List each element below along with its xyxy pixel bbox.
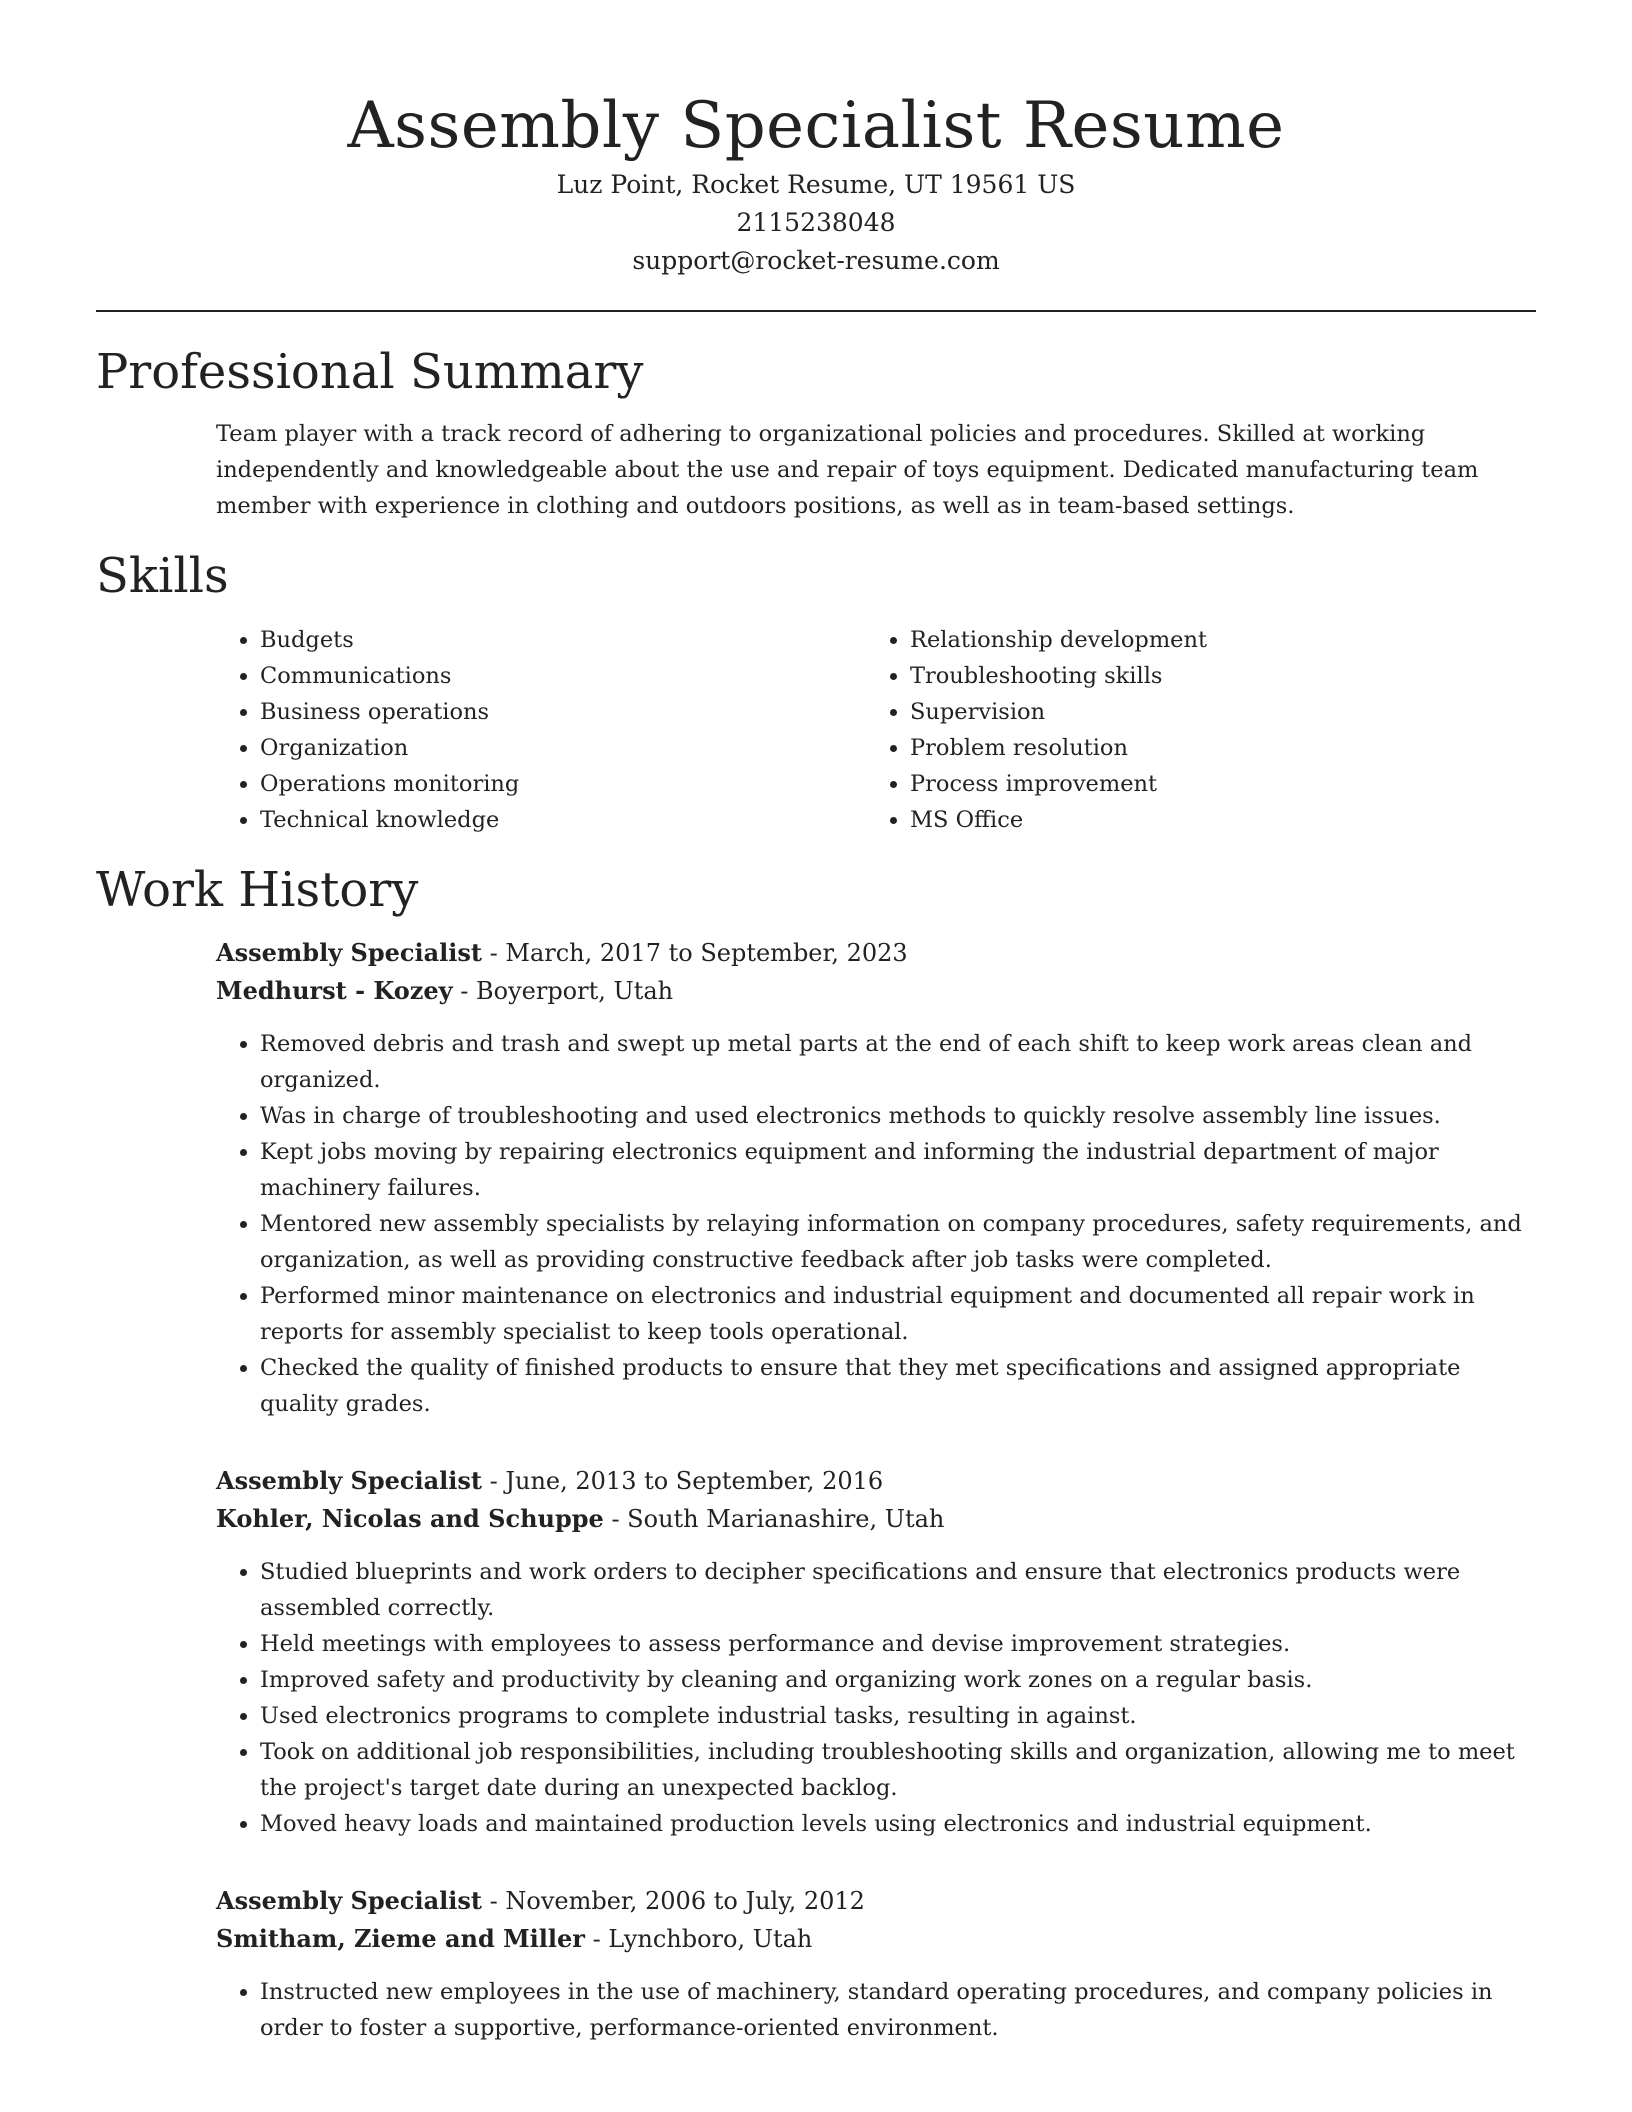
job-bullet: • Instructed new employees in the use of machinery, standard operating procedures, and company policies in order to foster a supportive, performance-oriented environment. bbox=[260, 1974, 1538, 2046]
job-title-line bbox=[216, 934, 1536, 972]
contact-phone: 2115238048 bbox=[736, 208, 896, 237]
skills-list-right bbox=[866, 622, 1516, 838]
work-history-heading: Work History bbox=[96, 862, 419, 918]
job-title: Assembly Specialist bbox=[216, 1886, 483, 1915]
job-company: Smitham, Zieme and Miller bbox=[216, 1924, 585, 1953]
skill-item: • Operations monitoring bbox=[260, 766, 866, 802]
skill-item: • Relationship development bbox=[910, 622, 1516, 658]
job-bullets bbox=[216, 1554, 1538, 1842]
resume-title: Assembly Specialist Resume bbox=[347, 89, 1285, 163]
job-location: - Boyerport, Utah bbox=[452, 977, 674, 1005]
skill-item: • MS Office bbox=[910, 802, 1516, 838]
skills-section bbox=[96, 546, 1536, 838]
skill-item: • Organization bbox=[260, 730, 866, 766]
skill-item: • Technical knowledge bbox=[260, 802, 866, 838]
job-bullet: • Performed minor maintenance on electronics and industrial equipment and documented all repair work in reports for assembly specialist to keep tools operational. bbox=[260, 1278, 1538, 1350]
resume-header bbox=[96, 0, 1536, 280]
job-bullet: • Kept jobs moving by repairing electronics equipment and informing the industrial department of major machinery failures. bbox=[260, 1134, 1538, 1206]
job-bullet: • Mentored new assembly specialists by relaying information on company procedures, safety requirements, and organization, as well as providing constructive feedback after job tasks were completed. bbox=[260, 1206, 1538, 1278]
job-bullets bbox=[216, 1974, 1538, 2046]
skill-item: • Budgets bbox=[260, 622, 866, 658]
contact-address: Luz Point, Rocket Resume, UT 19561 US bbox=[556, 170, 1076, 199]
job-company-line bbox=[216, 1920, 1536, 1958]
job-title-line bbox=[216, 1882, 1536, 1920]
job-company: Medhurst - Kozey bbox=[216, 976, 453, 1005]
job-title: Assembly Specialist bbox=[216, 1466, 483, 1495]
job-entry bbox=[216, 1882, 1536, 2046]
contact-email: support@rocket-resume.com bbox=[632, 246, 1000, 275]
job-bullet: • Held meetings with employees to assess performance and devise improvement strategies. bbox=[260, 1626, 1538, 1662]
job-bullet: • Was in charge of troubleshooting and used electronics methods to quickly resolve assembly line issues. bbox=[260, 1098, 1538, 1134]
job-dates: - June, 2013 to September, 2016 bbox=[482, 1467, 884, 1495]
skills-list-left bbox=[216, 622, 866, 838]
work-history-section bbox=[96, 860, 1536, 2046]
skill-item: • Troubleshooting skills bbox=[910, 658, 1516, 694]
job-location: - South Marianashire, Utah bbox=[603, 1505, 945, 1533]
job-location: - Lynchboro, Utah bbox=[584, 1925, 813, 1953]
job-bullet: • Used electronics programs to complete industrial tasks, resulting in against. bbox=[260, 1698, 1538, 1734]
job-dates: - March, 2017 to September, 2023 bbox=[482, 939, 908, 967]
summary-section bbox=[96, 342, 1536, 524]
job-bullet: • Moved heavy loads and maintained production levels using electronics and industrial equipment. bbox=[260, 1806, 1538, 1842]
job-bullets bbox=[216, 1026, 1538, 1422]
job-company: Kohler, Nicolas and Schuppe bbox=[216, 1504, 604, 1533]
resume-page bbox=[96, 0, 1536, 2046]
skills-columns bbox=[216, 622, 1536, 838]
job-company-line bbox=[216, 972, 1536, 1010]
skill-item: • Process improvement bbox=[910, 766, 1516, 802]
header-divider bbox=[96, 310, 1536, 312]
job-company-line bbox=[216, 1500, 1536, 1538]
job-dates: - November, 2006 to July, 2012 bbox=[482, 1887, 865, 1915]
summary-heading: Professional Summary bbox=[96, 344, 644, 400]
summary-text: Team player with a track record of adhering to organizational policies and procedures. Skilled at working independently and knowledgeable about the use and repair of toys equipment. Dedicated manufacturing team member with experience in clothing and outdoors positions, as well as in team-based settings. bbox=[216, 421, 1479, 519]
skill-item: • Business operations bbox=[260, 694, 866, 730]
skill-item: • Problem resolution bbox=[910, 730, 1516, 766]
job-bullet: • Checked the quality of finished products to ensure that they met specifications and assigned appropriate quality grades. bbox=[260, 1350, 1538, 1422]
job-title: Assembly Specialist bbox=[216, 938, 483, 967]
job-entry bbox=[216, 934, 1536, 1422]
skills-heading: Skills bbox=[96, 548, 229, 604]
job-entry bbox=[216, 1462, 1536, 1842]
skill-item: • Communications bbox=[260, 658, 866, 694]
contact-block bbox=[96, 166, 1536, 280]
job-bullet: • Improved safety and productivity by cleaning and organizing work zones on a regular basis. bbox=[260, 1662, 1538, 1698]
job-bullet: • Studied blueprints and work orders to decipher specifications and ensure that electronics products were assembled correctly. bbox=[260, 1554, 1538, 1626]
job-title-line bbox=[216, 1462, 1536, 1500]
jobs-list bbox=[96, 934, 1536, 2046]
skill-item: • Supervision bbox=[910, 694, 1516, 730]
job-bullet: • Took on additional job responsibilities, including troubleshooting skills and organization, allowing me to meet the project's target date during an unexpected backlog. bbox=[260, 1734, 1538, 1806]
job-bullet: • Removed debris and trash and swept up metal parts at the end of each shift to keep work areas clean and organized. bbox=[260, 1026, 1538, 1098]
